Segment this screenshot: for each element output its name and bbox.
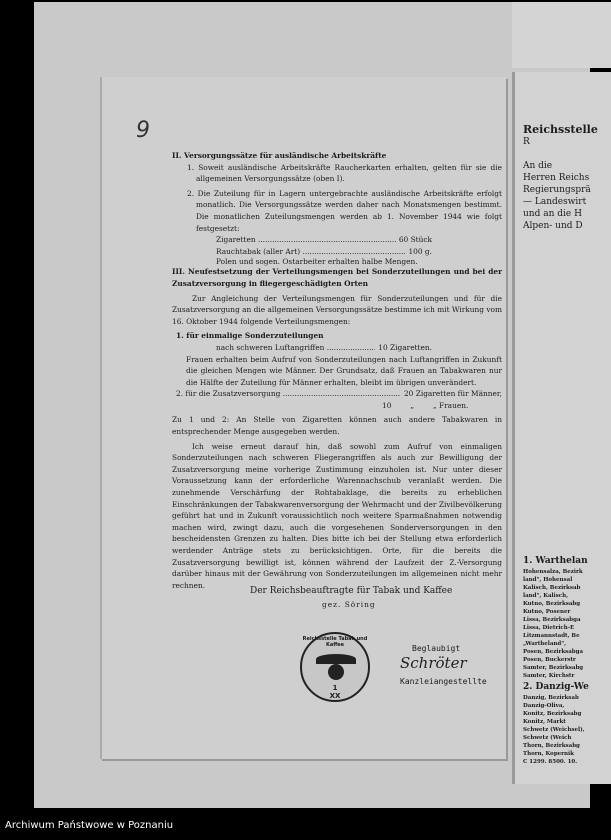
section3-intro: Zur Angleichung der Verteilungsmengen für Sonderzuteilungen und für die Zusatzversorgung an die allgemeinen Versorgungssätze bestimme ich mit Wirkung vom 16. Oktober 1944 folgende Verteilungsmengen: — [172, 293, 502, 326]
right-page — [512, 72, 611, 784]
certification-role: Kanzleiangestellte — [400, 677, 487, 686]
certification-label: Beglaubigt — [412, 644, 461, 653]
right-page-line: 2. Danzig-We — [523, 682, 589, 692]
right-page-line: land", Kalisch, — [523, 593, 569, 599]
right-page-line: Kutno, Bezirksabg — [523, 601, 581, 607]
section2-item2: 2. Die Zuteilung für in Lagern untergebrachte ausländische Arbeitskräfte erfolgt monatlich. Die Versorgungssätze werden daher nach Monatsmengen bestimmt. Die monatlichen Zuteilungsmengen werden ab 1. November 1944 wie folgt festgesetzt: — [187, 188, 502, 233]
right-page-line: Thorn, Bezirksabg — [523, 743, 580, 749]
right-page-line: Regierungsprä — [523, 185, 591, 195]
right-page-line: Konitz, Markt — [523, 719, 566, 725]
ration-row: Rauchtabak (aller Art) ..... 100 g. — [172, 246, 502, 258]
right-page-line: und an die H — [523, 209, 582, 219]
section2-item1: 1. Soweit ausländische Arbeitskräfte Raucherkarten erhalten, gelten für sie die allgemeinen Versorgungssätze (oben I). — [187, 162, 502, 184]
right-page-line: An die — [523, 161, 553, 171]
right-page-line: Lissa, Bezirksabga — [523, 617, 581, 623]
section3-item1-text: Frauen erhalten beim Aufruf von Sonderzuteilungen nach Luftangriffen in Zukunft die gleichen Mengen wie Männer. Der Grundsatz, daß Frauen an Tabakwaren nur die Hälfte der Zuteilung für Männer erhalten, bleibt im übrigen unverändert. — [186, 354, 502, 387]
section3-final: Ich weise erneut darauf hin, daß sowohl zum Aufruf von einmaligen Sonderzuteilungen nach schweren Fliegerangriffen als auch zur Bewilligung der Zusatzversorgung meine vorherige Zustimmung einzuholen ist. Nur unter dieser Voraussetzung kann der erforderliche Warennachschub veranlaßt werden. Die zunehmende Verschärfung der Rohtabaklage, die bereits zu erheblichen Einschränkungen der Tabakwarenversorgung der Wehrmacht und der Zivilbevölkerung geführt hat und in Zukunft voraussichtlich noch weitere Sparmaßnahmen notwendig machen wird, zwingt dazu, auch die vorgesehenen Sonderversorgungen in den bescheidensten Grenzen zu halten. Dies bitte ich bei der Stellung etwa erforderlich werdender Anträge stets zu berücksichtigen. Orte, für die bereits die Zusatzversorgung bewilligt ist, können während der Laufzeit der Z.-Versorgung darüber hinaus mit der Gewährung von Sonderzuteilungen im allgemeinen nicht mehr rechnen. — [172, 441, 502, 590]
right-page-line: Danzig, Bezirksab — [523, 695, 579, 701]
stamp-number: 1 XX — [329, 684, 341, 700]
section3-item2-women: 10 „ „ Frauen. — [382, 400, 469, 410]
ration-row: Zigaretten ..... 60 Stück — [172, 234, 502, 246]
right-page-line: Lissa, Dietrich-E — [523, 625, 575, 631]
right-page-line: Konitz, Bezirksabg — [523, 711, 582, 717]
right-page-top-text — [523, 124, 598, 232]
official-stamp — [300, 632, 370, 702]
ration-row: 2. für die Zusatzversorgung ..... 20 Zigaretten für Männer, — [176, 388, 502, 400]
section3-zu12: Zu 1 und 2: An Stelle von Zigaretten können auch andere Tabakwaren in entsprechender Menge ausgegeben werden. — [172, 415, 502, 437]
right-page-line — [523, 148, 598, 160]
document-body — [172, 150, 502, 591]
right-page-line: land", Hohensal — [523, 577, 573, 583]
section3-item1-title: 1. für einmalige Sonderzuteilungen — [176, 331, 324, 341]
handwritten-signature: Schröter — [400, 654, 467, 672]
right-page-line: Schwetz (Weich — [523, 735, 572, 741]
right-page-line: Reichsstelle — [523, 123, 598, 136]
right-page-line: — Landeswirt — [523, 197, 587, 207]
right-page-line: 1. Warthelan — [523, 556, 588, 566]
right-page-line: R — [523, 137, 530, 147]
right-page-line: Herren Reichs — [523, 173, 590, 183]
right-page-line: „Wartheland", — [523, 641, 567, 647]
right-page-line: Samter, Kirchstr — [523, 673, 575, 679]
eagle-emblem-icon — [316, 654, 356, 664]
right-page-line: Kalisch, Bezirksab — [523, 585, 581, 591]
right-page-line: Schwetz (Weichsel), — [523, 727, 585, 733]
right-page-line: Thorn, Kopernik — [523, 751, 574, 757]
right-page-line: Danzig-Oliva, — [523, 703, 565, 709]
section3-heading: III. Neufestsetzung der Verteilungsmengen bei Sonderzuteilungen und bei der Zusatzversorgung in fliegergeschädigten Orten — [172, 267, 502, 288]
archive-footer: Archiwum Państwowe w Poznaniu — [0, 812, 611, 840]
section2-heading: II. Versorgungssätze für ausländische Arbeitskräfte — [172, 151, 387, 160]
ration-row: nach schweren Luftangriffen ..... 10 Zigaretten. — [172, 342, 502, 354]
right-page-line: Kutno, Posener — [523, 609, 571, 615]
stamp-ring-text: Reichsstelle Tabak und Kaffee — [302, 636, 368, 648]
right-page-line: Alpen- und D — [523, 221, 583, 231]
wreath-emblem-icon — [328, 664, 344, 680]
right-page-line: C 1299. 8500. 10. — [523, 759, 578, 765]
right-page-top — [512, 2, 611, 68]
right-page-line: Litzmannstadt, Be — [523, 633, 580, 639]
signatory-title: Der Reichsbeauftragte für Tabak und Kaffee — [250, 586, 453, 596]
right-page-line: Samter, Bezirksabg — [523, 665, 584, 671]
handwritten-page-number: 9 — [136, 118, 150, 143]
right-page-line: Posen, Buckerstr — [523, 657, 576, 663]
section2-note: Polen und sogen. Ostarbeiter erhalten halbe Mengen. — [216, 257, 418, 267]
right-page-list — [523, 554, 589, 766]
signatory-name: gez. Söring — [322, 600, 376, 609]
right-page-line: Hohensalza, Bezirk — [523, 569, 583, 575]
right-page-line: Posen, Bezirksabga — [523, 649, 584, 655]
